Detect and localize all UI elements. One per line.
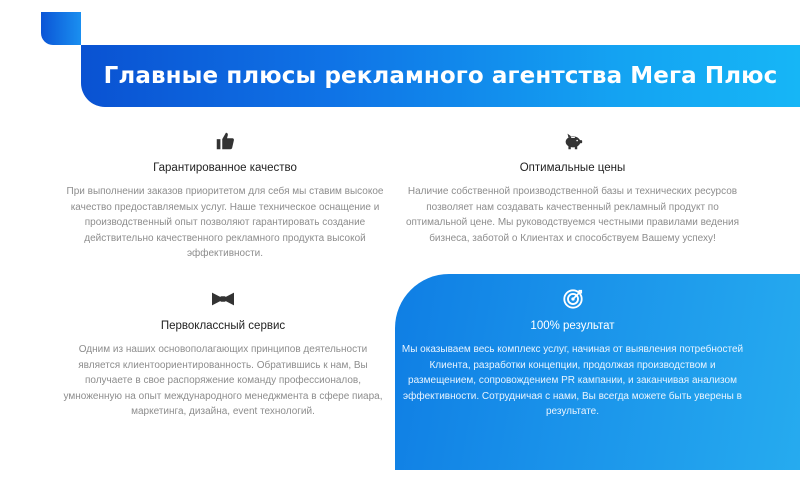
target-icon: [562, 288, 584, 310]
feature-description: При выполнении заказов приоритетом для себя мы ставим высокое качество предоставляемых услуг. Наше техническое оснащение и производственный опыт позволяют гарантировать создание действительно качественного рекламного продукта высокой эффективности.: [66, 186, 384, 259]
feature-description: Наличие собственной производственной базы и технических ресурсов позволяет нам создавать качественный рекламный продукт по оптимальной цене. Мы руководствуемся честными правилами ведения бизнеса, заботой о Клиентах и способствуем Вашему успеху!: [405, 186, 740, 244]
feature-description: Одним из наших основополагающих принципов деятельности является клиентоориентированность. Обратившись к нам, Вы получаете в свое распоряжение команду профессионалов, умноженную на опыт международного менеджмента в сфере пиара, маркетинга, дизайна, event технологий.: [63, 344, 383, 417]
feature-title: Первоклассный сервис: [160, 320, 286, 332]
title-banner: [81, 45, 800, 107]
feature-title: Оптимальные цены: [519, 162, 626, 174]
feature-description: Мы оказываем весь комплекс услуг, начиная от выявления потребностей Клиента, разработки концепции, продолжая производством и размещением, сопровождением PR кампании, и заканчивая анализом эффективности. Сотрудничая с нами, Вы всегда можете быть уверены в результате.: [401, 344, 744, 417]
feature-title: Гарантированное качество: [153, 162, 297, 174]
thumbs-up-icon: [214, 130, 236, 152]
page-title: Главные плюсы рекламного агентства Мега Плюс: [103, 63, 778, 89]
decorative-corner-block: [41, 12, 81, 45]
piggy-bank-icon: [562, 130, 584, 152]
feature-title: 100% результат: [530, 320, 615, 332]
bow-tie-icon: [210, 288, 236, 310]
